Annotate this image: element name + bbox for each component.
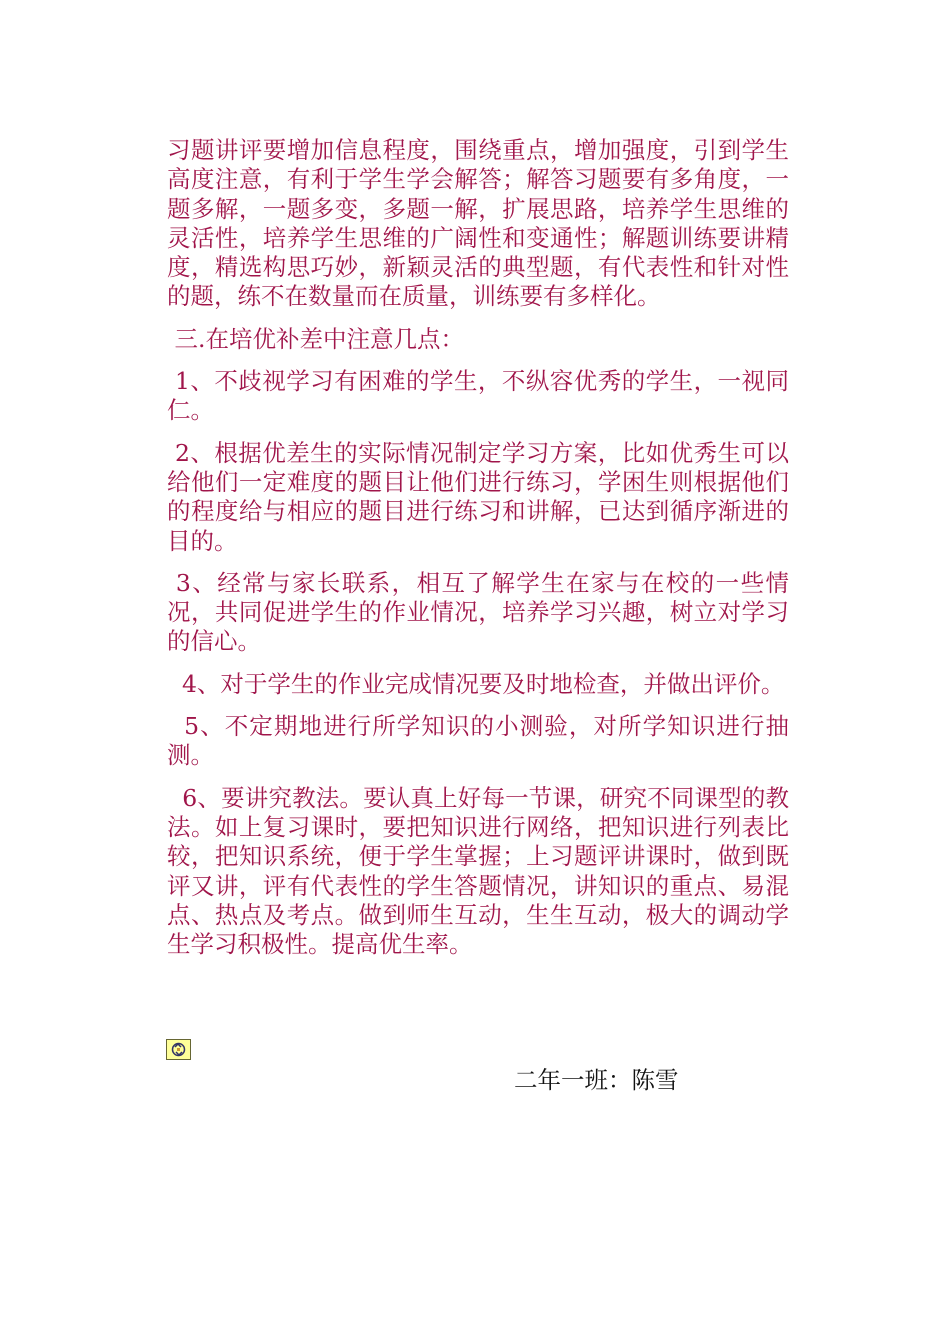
list-item-2: 2、根据优差生的实际情况制定学习方案，比如优秀生可以给他们一定难度的题目让他们进行练习，学困生则根据他们的程度给与相应的题目进行练习和讲解，已达到循序渐进的目的。 xyxy=(167,438,789,555)
list-item-3: 3、经常与家长联系，相互了解学生在家与在校的一些情况，共同促进学生的作业情况，培养学习兴趣，树立对学习的信心。 xyxy=(167,568,789,656)
embedded-object-icon[interactable] xyxy=(166,1039,191,1060)
document-body xyxy=(167,136,789,972)
list-item-1: 1、不歧视学习有困难的学生，不纵容优秀的学生，一视同仁。 xyxy=(167,367,789,425)
signature-line: 二年一班：陈雪 xyxy=(514,1066,679,1094)
list-item-4: 4、对于学生的作业完成情况要及时地检查，并做出评价。 xyxy=(167,669,785,698)
paragraph-exercise-review: 习题讲评要增加信息程度，围绕重点，增加强度，引到学生高度注意，有利于学生学会解答；解答习题要有多角度，一题多解，一题多变，多题一解，扩展思路，培养学生思维的灵活性，培养学生思维的广阔性和变通性；解题训练要讲精度，精选构思巧妙，新颖灵活的典型题，有代表性和针对性的题，练不在数量而在质量，训练要有多样化。 xyxy=(167,136,789,311)
list-item-5: 5、不定期地进行所学知识的小测验，对所学知识进行抽测。 xyxy=(167,712,789,770)
section-heading-three: 三.在培优补差中注意几点： xyxy=(167,324,464,353)
list-item-6: 6、要讲究教法。要认真上好每一节课，研究不同课型的教法。如上复习课时，要把知识进行网络，把知识进行列表比较，把知识系统，便于学生掌握；上习题评讲课时，做到既评又讲，评有代表性的学生答题情况，讲知识的重点、易混点、热点及考点。做到师生互动，生生互动，极大的调动学生学习积极性。提高优生率。 xyxy=(167,783,789,959)
